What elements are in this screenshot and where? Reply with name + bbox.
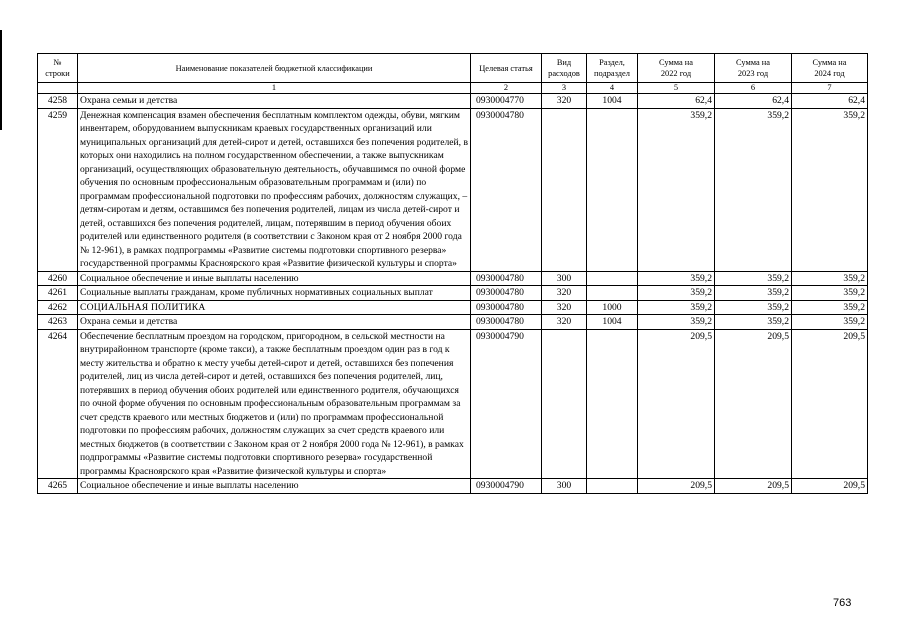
column-number xyxy=(38,83,78,94)
header-row xyxy=(38,54,868,83)
row-target-code: 0930004790 xyxy=(471,479,542,494)
row-kind: 300 xyxy=(542,271,587,286)
row-number: 4259 xyxy=(38,108,78,271)
row-name: Денежная компенсация взамен обеспечения бесплатным комплектом одежды, обуви, мягким инвентарем, оборудованием выпускникам краевых государственных организаций или муниципальных организаций для детей-сирот и детей, оставшихся без попечения родителей, в которых они находились на полном государственном обеспечении, а также выпускникам организаций, осуществляющих образовательную деятельность, обучавшимся по очной форме обучения по основным профессиональным образовательным программам и (или) по программам профессиональной подготовки по профессиям рабочих, должностям служащих, – детям-сиротам и детям, оставшимся без попечения родителей, лицам из числа детей-сирот и детей, оставшихся без попечения родителей, лицам, потерявшим в период обучения обоих родителей или единственного родителя (в соответствии с Законом края от 2 ноября 2000 года № 12-961), в рамках подпрограммы «Развитие системы подготовки спортивного резерва» государственной программы Красноярского края «Развитие физической культуры и спорта» xyxy=(78,108,471,271)
row-kind: 320 xyxy=(542,300,587,315)
row-kind xyxy=(542,329,587,479)
row-sum-2022: 209,5 xyxy=(638,329,715,479)
row-sum-2022: 359,2 xyxy=(638,315,715,330)
row-sum-2023: 359,2 xyxy=(715,315,792,330)
row-sum-2022: 359,2 xyxy=(638,286,715,301)
row-kind xyxy=(542,108,587,271)
header-sum-2023: Сумма на 2023 год xyxy=(715,54,792,83)
row-name: Социальное обеспечение и иные выплаты населению xyxy=(78,271,471,286)
row-section: 1004 xyxy=(587,315,638,330)
row-number: 4263 xyxy=(38,315,78,330)
row-number: 4260 xyxy=(38,271,78,286)
header-kind: Вид расходов xyxy=(542,54,587,83)
column-number: 2 xyxy=(471,83,542,94)
row-target-code: 0930004790 xyxy=(471,329,542,479)
header-sum-2022: Сумма на 2022 год xyxy=(638,54,715,83)
row-target-code: 0930004780 xyxy=(471,300,542,315)
row-number: 4264 xyxy=(38,329,78,479)
row-sum-2024: 209,5 xyxy=(792,329,868,479)
row-sum-2022: 359,2 xyxy=(638,271,715,286)
table-row xyxy=(38,329,868,479)
row-name: Охрана семьи и детства xyxy=(78,94,471,109)
table-row xyxy=(38,300,868,315)
table-row xyxy=(38,286,868,301)
table-row xyxy=(38,271,868,286)
row-number: 4258 xyxy=(38,94,78,109)
row-section xyxy=(587,479,638,494)
row-section xyxy=(587,286,638,301)
row-section xyxy=(587,329,638,479)
row-name: СОЦИАЛЬНАЯ ПОЛИТИКА xyxy=(78,300,471,315)
row-target-code: 0930004770 xyxy=(471,94,542,109)
row-name: Обеспечение бесплатным проездом на городском, пригородном, в сельской местности на внутрирайонном транспорте (кроме такси), а также бесплатным проездом один раз в год к месту жительства и обратно к месту учебы детей-сирот и детей, оставшихся без попечения родителей, лиц из числа детей-сирот и детей, оставшихся без попечения родителей, лиц, потерявших в период обучения обоих родителей или единственного родителя, обучающихся по очной форме обучения по основным профессиональным образовательным программам за счет средств краевого или местных бюджетов и (или) по программам профессиональной подготовки по профессиям рабочих, должностям служащих за счет средств краевого или местных бюджетов (в соответствии с Законом края от 2 ноября 2000 года № 12-961), в рамках подпрограммы «Развитие системы подготовки спортивного резерва» государственной программы Красноярского края «Развитие физической культуры и спорта» xyxy=(78,329,471,479)
table-row xyxy=(38,108,868,271)
row-kind: 320 xyxy=(542,286,587,301)
row-sum-2023: 209,5 xyxy=(715,479,792,494)
row-target-code: 0930004780 xyxy=(471,315,542,330)
page-edge-mark xyxy=(0,30,2,130)
row-target-code: 0930004780 xyxy=(471,271,542,286)
row-sum-2023: 209,5 xyxy=(715,329,792,479)
column-number: 3 xyxy=(542,83,587,94)
row-sum-2023: 359,2 xyxy=(715,271,792,286)
row-sum-2024: 359,2 xyxy=(792,300,868,315)
row-sum-2022: 209,5 xyxy=(638,479,715,494)
row-number: 4265 xyxy=(38,479,78,494)
row-sum-2024: 359,2 xyxy=(792,108,868,271)
header-target: Целевая статья xyxy=(471,54,542,83)
budget-table xyxy=(37,53,868,494)
column-number: 6 xyxy=(715,83,792,94)
row-sum-2022: 62,4 xyxy=(638,94,715,109)
column-numbers-row xyxy=(38,83,868,94)
header-row-no: № строки xyxy=(38,54,78,83)
row-sum-2024: 209,5 xyxy=(792,479,868,494)
row-section xyxy=(587,271,638,286)
row-sum-2022: 359,2 xyxy=(638,108,715,271)
header-sum-2024: Сумма на 2024 год xyxy=(792,54,868,83)
row-sum-2023: 359,2 xyxy=(715,286,792,301)
row-sum-2024: 359,2 xyxy=(792,315,868,330)
row-sum-2024: 359,2 xyxy=(792,286,868,301)
row-number: 4262 xyxy=(38,300,78,315)
row-kind: 320 xyxy=(542,94,587,109)
row-sum-2024: 62,4 xyxy=(792,94,868,109)
column-number: 1 xyxy=(78,83,471,94)
row-name: Социальные выплаты гражданам, кроме публичных нормативных социальных выплат xyxy=(78,286,471,301)
row-sum-2023: 62,4 xyxy=(715,94,792,109)
table-row xyxy=(38,315,868,330)
row-section: 1004 xyxy=(587,94,638,109)
header-name: Наименование показателей бюджетной классификации xyxy=(78,54,471,83)
column-number: 5 xyxy=(638,83,715,94)
column-number: 4 xyxy=(587,83,638,94)
row-sum-2023: 359,2 xyxy=(715,300,792,315)
row-target-code: 0930004780 xyxy=(471,108,542,271)
row-section: 1000 xyxy=(587,300,638,315)
row-sum-2023: 359,2 xyxy=(715,108,792,271)
row-sum-2022: 359,2 xyxy=(638,300,715,315)
row-name: Охрана семьи и детства xyxy=(78,315,471,330)
page-number: 763 xyxy=(833,597,852,609)
table-row xyxy=(38,479,868,494)
row-target-code: 0930004780 xyxy=(471,286,542,301)
row-name: Социальное обеспечение и иные выплаты населению xyxy=(78,479,471,494)
row-number: 4261 xyxy=(38,286,78,301)
row-sum-2024: 359,2 xyxy=(792,271,868,286)
row-kind: 320 xyxy=(542,315,587,330)
table-row xyxy=(38,94,868,109)
row-kind: 300 xyxy=(542,479,587,494)
column-number: 7 xyxy=(792,83,868,94)
header-section: Раздел, подраздел xyxy=(587,54,638,83)
row-section xyxy=(587,108,638,271)
